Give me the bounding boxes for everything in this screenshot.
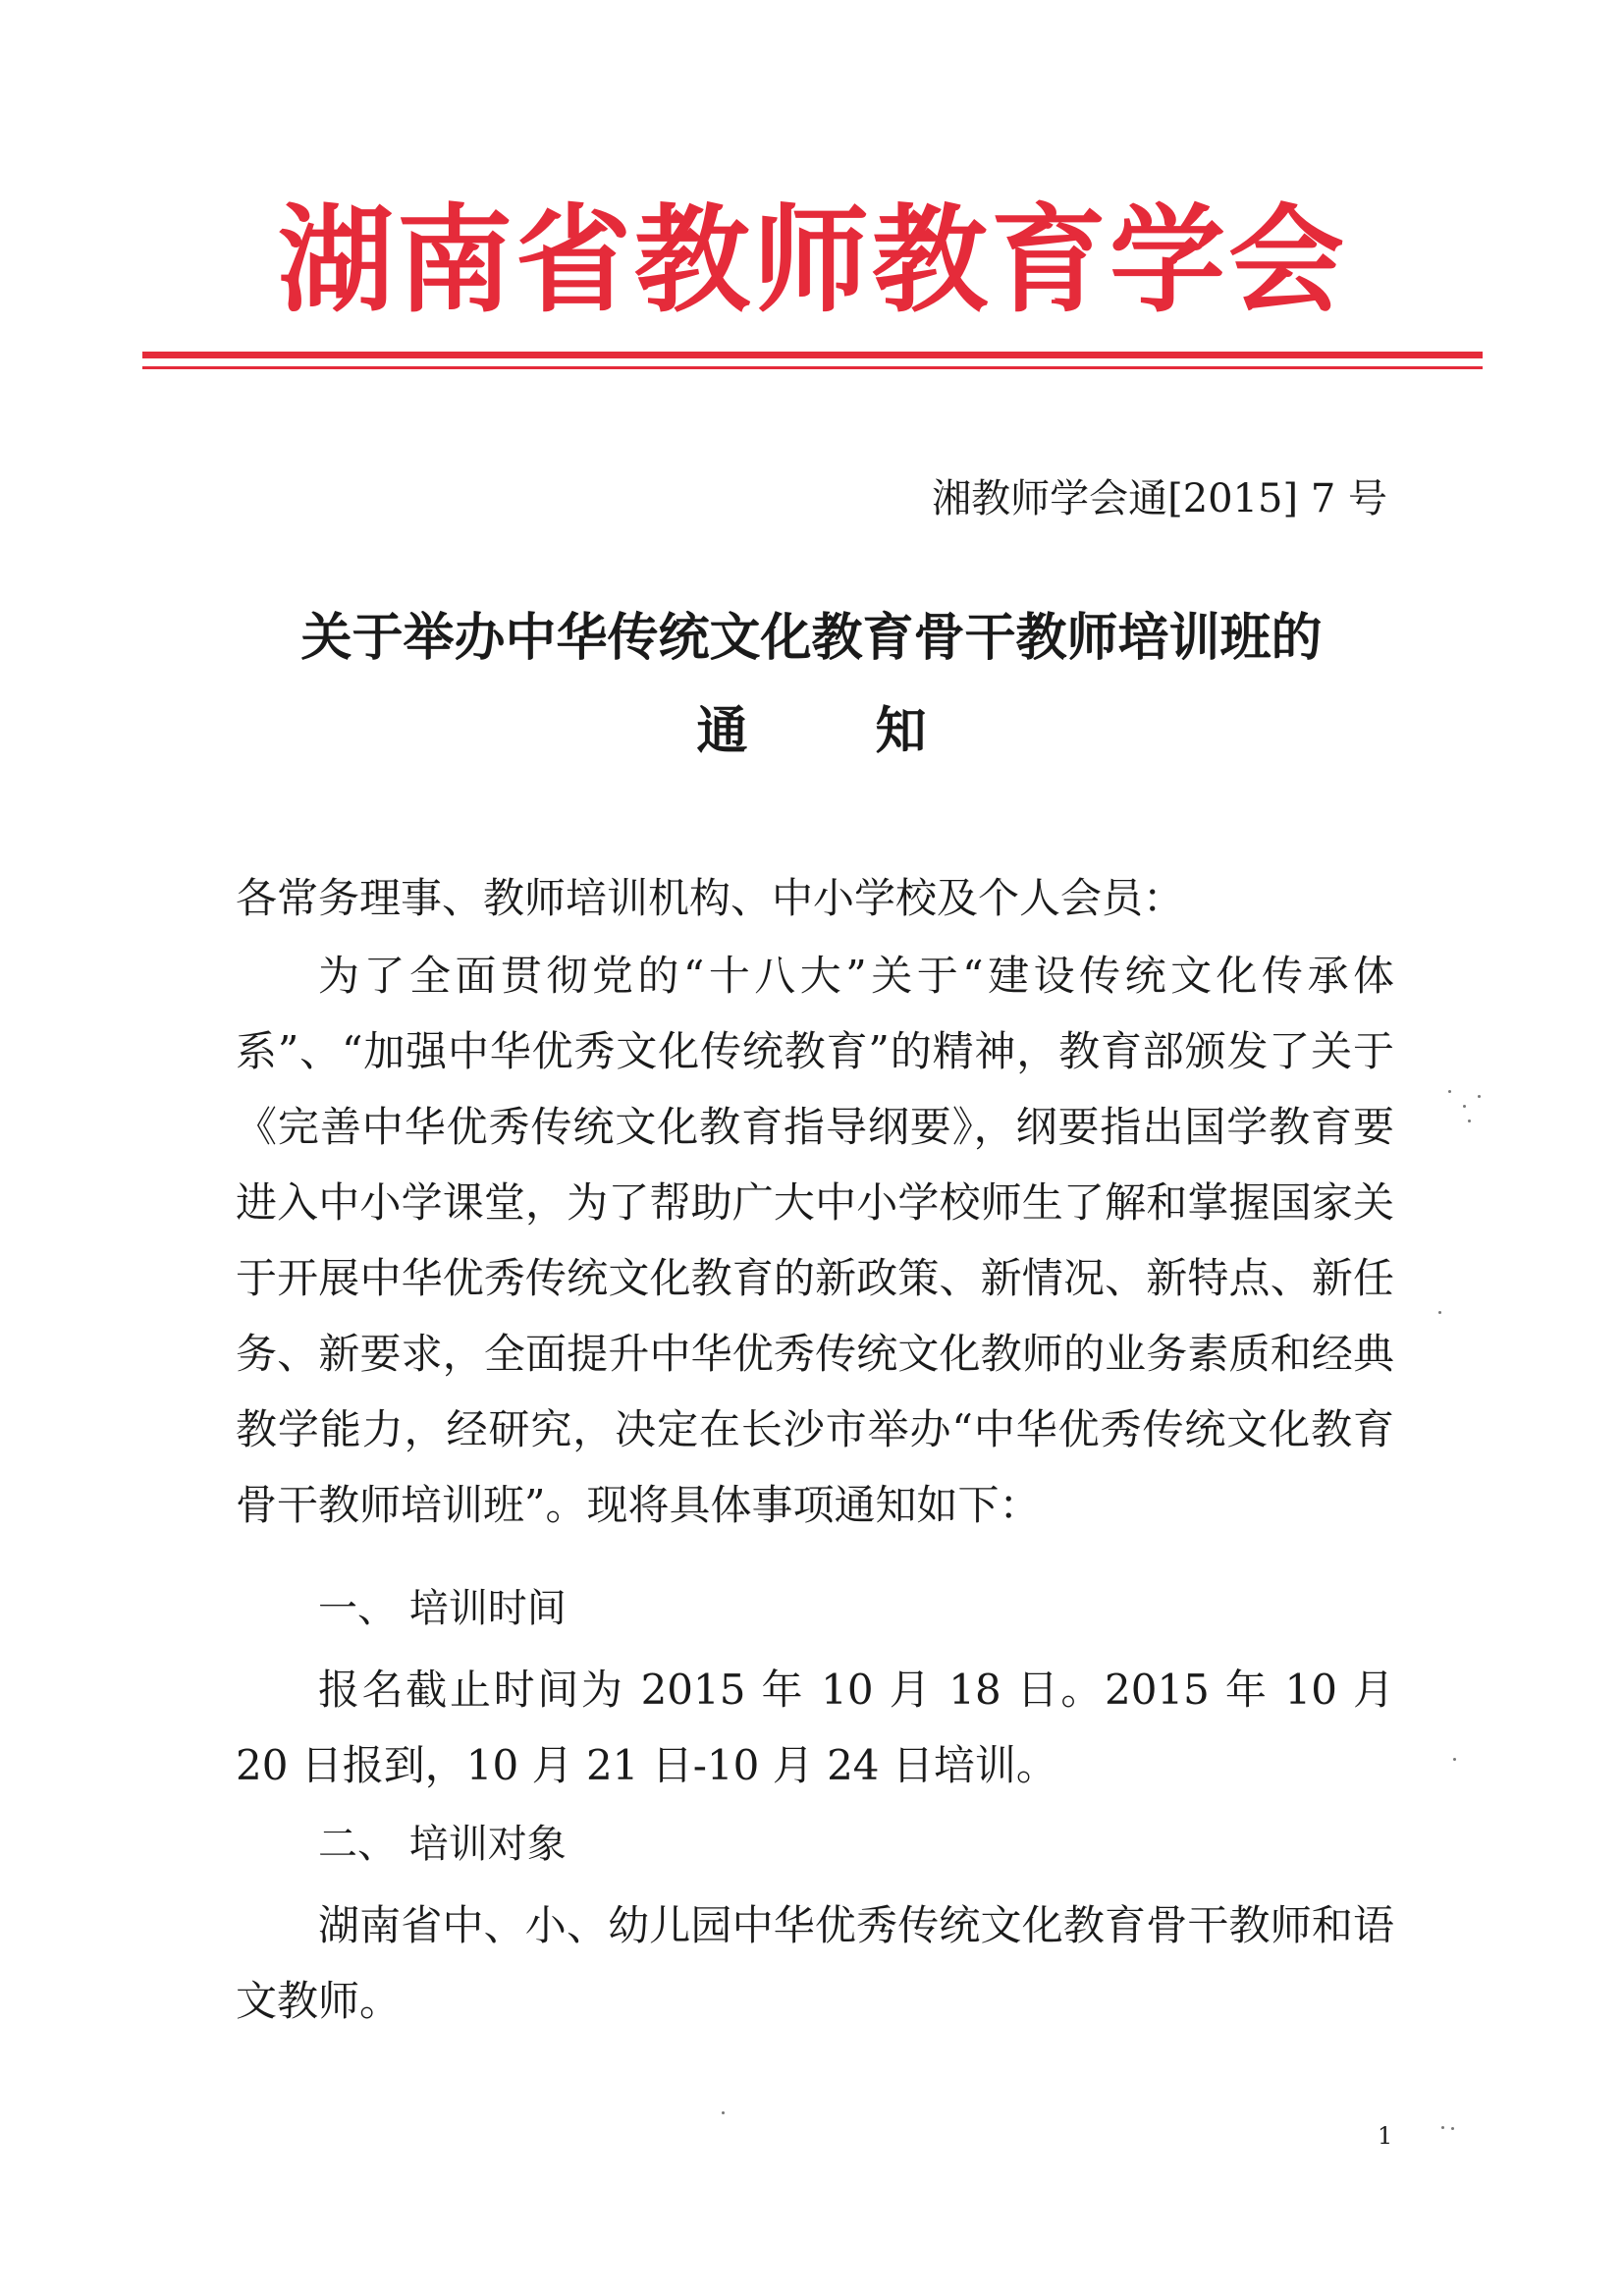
- letterhead-rule-thin: [142, 366, 1483, 369]
- scan-speck: [1448, 1090, 1451, 1093]
- scan-speck: [722, 2111, 725, 2114]
- notice-title: 关于举办中华传统文化教育骨干教师培训班的: [300, 608, 1323, 668]
- salutation: 各常务理事、教师培训机构、中小学校及个人会员：: [236, 874, 1185, 922]
- letterhead-rule-thick: [142, 352, 1483, 358]
- notice-subtitle: 通知: [696, 701, 1055, 761]
- section-heading-training-time: 一、 培训时间: [318, 1586, 567, 1631]
- scan-speck: [1438, 1311, 1441, 1314]
- letterhead-org-name: 湖南省教师教育学会: [277, 192, 1347, 328]
- scan-speck: [1453, 1758, 1456, 1761]
- intro-paragraph: 为了全面贯彻党的“十八大”关于“建设传统文化传承体系”、“加强中华优秀文化传统教育”的精神，教育部颁发了关于《完善中华优秀传统文化教育指导纲要》，纲要指出国学教育要进入中小学课堂，为了帮助广大中小学校师生了解和掌握国家关于开展中华优秀传统文化教育的新政策、新情况、新特点、新任务、新要求，全面提升中华优秀传统文化教师的业务素质和经典教学能力，经研究，决定在长沙市举办“中华优秀传统文化教育骨干教师培训班”。现将具体事项通知如下：: [236, 952, 1394, 1529]
- scan-speck: [1478, 1095, 1481, 1098]
- scan-speck: [1468, 1120, 1471, 1122]
- training-target-paragraph: 湖南省中、小、幼儿园中华优秀传统文化教育骨干教师和语文教师。: [236, 1901, 1394, 2025]
- section-heading-training-target: 二、 培训对象: [318, 1822, 567, 1867]
- scan-speck: [1463, 1105, 1466, 1108]
- document-number: 湘教师学会通[2015] 7 号: [932, 476, 1387, 521]
- page-number: 1: [1378, 2122, 1393, 2150]
- scan-speck: [1441, 2126, 1444, 2129]
- scan-speck: [1451, 2127, 1454, 2130]
- training-time-paragraph: 报名截止时间为 2015 年 10 月 18 日。2015 年 10 月 20 日报到，10 月 21 日-10 月 24 日培训。: [236, 1666, 1394, 1789]
